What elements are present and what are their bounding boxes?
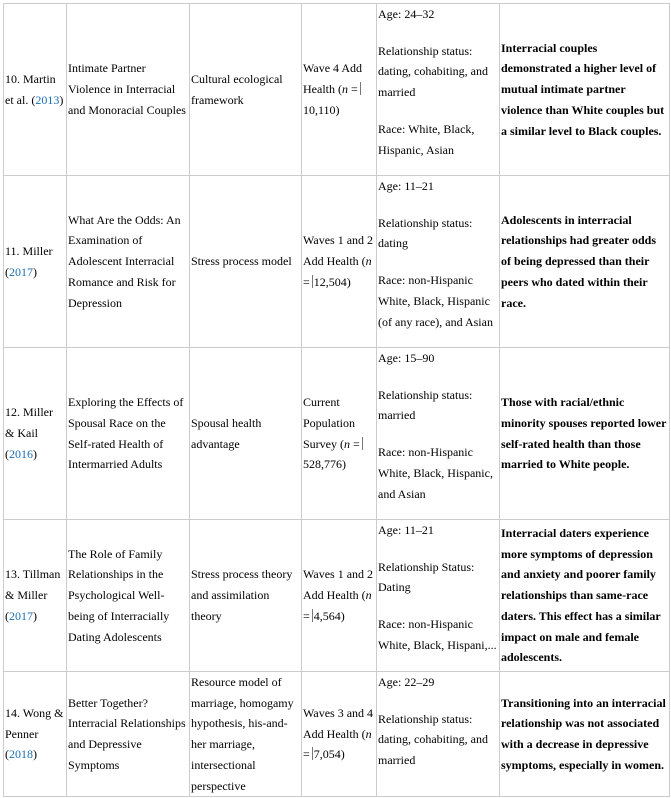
age-range: Age: 15–90 <box>378 351 435 365</box>
data-source: Wave 4 Add Health ( <box>303 61 363 97</box>
citation-year-link[interactable]: 2017 <box>9 264 33 279</box>
study-author: 13. Tillman & Miller ( <box>5 567 61 623</box>
study-title: Better Together? Interracial Relationships and Depressive Symptoms <box>68 695 186 772</box>
citation-year-link[interactable]: 2017 <box>9 608 33 623</box>
study-title: Exploring the Effects of Spousal Race on the Self-rated Health of Intermarried Adults <box>68 395 184 472</box>
n-equals: = <box>303 274 310 289</box>
study-title: The Role of Family Relationships in the Psychological Well-being of Interracially Dating Adolescents <box>68 546 170 644</box>
relationship-status: Relationship status: married <box>378 387 473 423</box>
theoretical-framework: Cultural ecological framework <box>191 71 283 107</box>
title-cell <box>67 672 190 797</box>
finding-cell <box>500 520 670 672</box>
finding-cell <box>500 348 670 520</box>
title-cell <box>67 176 190 348</box>
relationship-status: Relationship Status: Dating <box>378 559 475 595</box>
study-cell <box>4 520 67 672</box>
n-equals: = <box>350 436 360 451</box>
citation-year-link[interactable]: 2018 <box>9 747 33 762</box>
sample-size: 4,564) <box>313 608 345 623</box>
theory-cell <box>190 176 302 348</box>
table-row <box>4 672 670 797</box>
n-symbol: n <box>344 436 350 451</box>
n-symbol: n <box>365 726 372 741</box>
finding-cell <box>500 176 670 348</box>
race-groups: Race: non-Hispanic White, Black, Hispani,... <box>378 617 497 652</box>
finding-cell <box>500 672 670 797</box>
key-finding: Interracial daters experience more symptoms of depression and anxiety and poorer family relationships than same-race daters. This effect has a similar impact on male and female adolescents. <box>501 526 661 665</box>
finding-cell <box>500 4 670 176</box>
table-row <box>4 176 670 348</box>
key-finding: Adolescents in interracial relationships had greater odds of being depressed than their peers who dated within their race. <box>501 212 657 310</box>
theory-cell <box>190 672 302 797</box>
study-author: 12. Miller & Kail ( <box>5 405 53 461</box>
study-author: 11. Miller ( <box>5 243 53 279</box>
study-author-close: ) <box>59 92 64 107</box>
data-source-cell <box>302 348 377 520</box>
separator-mark <box>312 275 313 288</box>
data-source: Waves 1 and 2 Add Health ( <box>303 233 374 269</box>
title-cell <box>67 4 190 176</box>
study-cell <box>4 176 67 348</box>
study-author-close: ) <box>33 747 37 762</box>
sample-size: 10,110) <box>303 102 340 117</box>
title-cell <box>67 520 190 672</box>
sample-size: 528,776) <box>303 457 346 472</box>
age-range: Age: 11–21 <box>378 523 434 537</box>
study-author-close: ) <box>33 446 37 461</box>
age-range: Age: 24–32 <box>378 7 435 21</box>
key-finding: Those with racial/ethnic minority spouses reported lower self-rated health than those married to White people. <box>501 395 667 472</box>
n-equals: = <box>347 82 358 97</box>
sample-size: 12,504) <box>313 274 351 289</box>
relationship-status: Relationship status: dating, cohabiting, and married <box>378 43 488 100</box>
age-range: Age: 22–29 <box>378 675 435 689</box>
citation-year-link[interactable]: 2013 <box>35 92 60 107</box>
study-author: 10. Martin et al. ( <box>5 71 56 107</box>
data-source-cell <box>302 4 377 176</box>
separator-mark <box>360 82 361 95</box>
sample-cell <box>377 348 500 520</box>
key-finding: Interracial couples demonstrated a higher level of mutual intimate partner violence than White couples but a similar level to Black couples. <box>501 40 665 138</box>
theory-cell <box>190 4 302 176</box>
table-row <box>4 520 670 672</box>
n-equals: = <box>303 747 310 762</box>
study-cell <box>4 4 67 176</box>
table-row <box>4 348 670 520</box>
separator-mark <box>362 437 363 450</box>
study-title: What Are the Odds: An Examination of Adolescent Interracial Romance and Risk for Depression <box>68 212 181 310</box>
race-groups: Race: non-Hispanic White, Black, Hispanic, and Asian <box>378 445 493 501</box>
theoretical-framework: Stress process model <box>191 254 292 269</box>
data-source: Waves 1 and 2 Add Health ( <box>303 567 374 603</box>
n-symbol: n <box>365 254 372 269</box>
n-symbol: n <box>365 588 372 603</box>
data-source-cell <box>302 672 377 797</box>
data-source-cell <box>302 176 377 348</box>
sample-cell <box>377 4 500 176</box>
study-author: 14. Wong & Penner ( <box>5 706 64 762</box>
theory-cell <box>190 520 302 672</box>
age-range: Age: 11–21 <box>378 179 434 193</box>
race-groups: Race: White, Black, Hispanic, Asian <box>378 121 475 157</box>
n-equals: = <box>303 608 310 623</box>
separator-mark <box>312 609 313 622</box>
table-body <box>4 4 670 797</box>
theoretical-framework: Stress process theory and assimilation theory <box>191 567 293 623</box>
study-author-close: ) <box>33 608 37 623</box>
data-source: Current Population Survey ( <box>303 395 356 451</box>
title-cell <box>67 348 190 520</box>
theoretical-framework: Resource model of marriage, homogamy hypothesis, his-and-her marriage, intersectional perspective <box>191 675 294 793</box>
relationship-status: Relationship status: dating, cohabiting, and married <box>378 711 488 768</box>
race-groups: Race: non-Hispanic White, Black, Hispanic (of any race), and Asian <box>378 273 493 329</box>
citation-year-link[interactable]: 2016 <box>9 446 33 461</box>
separator-mark <box>312 747 313 760</box>
sample-cell <box>377 672 500 797</box>
relationship-status: Relationship status: dating <box>378 215 473 251</box>
data-source: Waves 3 and 4 Add Health ( <box>303 706 374 741</box>
sample-cell <box>377 176 500 348</box>
theory-cell <box>190 348 302 520</box>
sample-size: 7,054) <box>313 747 345 762</box>
data-source-cell <box>302 520 377 672</box>
sample-cell <box>377 520 500 672</box>
study-author-close: ) <box>33 264 37 279</box>
study-cell <box>4 672 67 797</box>
study-title: Intimate Partner Violence in Interracial and Monoracial Couples <box>68 61 186 117</box>
n-symbol: n <box>341 82 348 97</box>
study-cell <box>4 348 67 520</box>
key-finding: Transitioning into an interracial relationship was not associated with a decrease in depressive symptoms, especially in women. <box>501 695 666 772</box>
table-row <box>4 4 670 176</box>
theoretical-framework: Spousal health advantage <box>191 415 262 451</box>
literature-review-table <box>3 3 670 797</box>
